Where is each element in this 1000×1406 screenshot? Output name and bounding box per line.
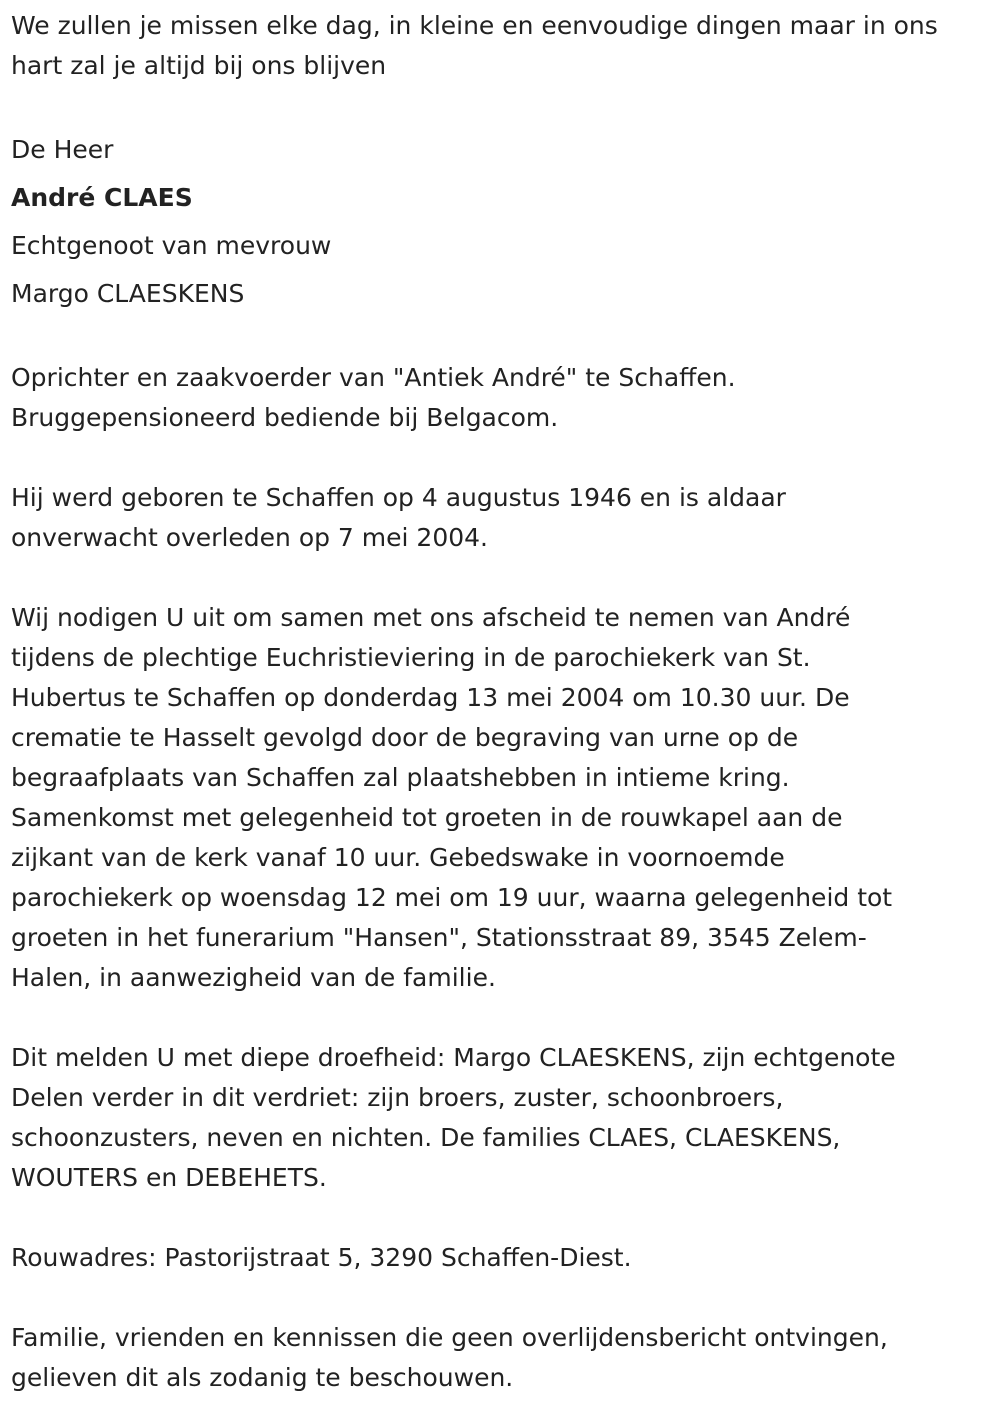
birth-death-paragraph	[11, 478, 989, 558]
announcers-line: Dit melden U met diepe droefheid: Margo CLAESKENS, zijn echtgenote	[11, 1043, 896, 1072]
ceremony-line: Halen, in aanwezigheid van de familie.	[11, 963, 496, 992]
closing-line: Familie, vrienden en kennissen die geen overlijdensbericht ontvingen,	[11, 1323, 888, 1352]
spouse-name: Margo CLAESKENS	[11, 279, 245, 308]
obituary-document	[11, 6, 989, 1398]
birth-death-line: Hij werd geboren te Schaffen op 4 augustus 1946 en is aldaar	[11, 483, 786, 512]
spacer	[11, 998, 989, 1038]
deceased-title: De Heer	[11, 135, 114, 164]
occupation-line: Oprichter en zaakvoerder van "Antiek André" te Schaffen.	[11, 363, 736, 392]
ceremony-line: crematie te Hasselt gevolgd door de begraving van urne op de	[11, 723, 799, 752]
announcers-paragraph	[11, 1038, 989, 1198]
spacer	[11, 86, 989, 126]
spacer	[11, 318, 989, 358]
occupation-paragraph	[11, 358, 989, 438]
ceremony-paragraph	[11, 598, 989, 998]
ceremony-line: groeten in het funerarium "Hansen", Stationsstraat 89, 3545 Zelem-	[11, 923, 867, 952]
motto-paragraph	[11, 6, 989, 86]
spacer	[11, 1278, 989, 1318]
motto-line: hart zal je altijd bij ons blijven	[11, 51, 387, 80]
motto-line: We zullen je missen elke dag, in kleine en eenvoudige dingen maar in ons	[11, 11, 938, 40]
announcers-line: Delen verder in dit verdriet: zijn broers, zuster, schoonbroers,	[11, 1083, 784, 1112]
ceremony-line: zijkant van de kerk vanaf 10 uur. Gebedswake in voornoemde	[11, 843, 785, 872]
ceremony-line: Hubertus te Schaffen op donderdag 13 mei 2004 om 10.30 uur. De	[11, 683, 850, 712]
deceased-name: André CLAES	[11, 183, 193, 212]
announcers-line: WOUTERS en DEBEHETS.	[11, 1163, 327, 1192]
ceremony-line: Wij nodigen U uit om samen met ons afscheid te nemen van André	[11, 603, 851, 632]
closing-paragraph	[11, 1318, 989, 1398]
ceremony-line: parochiekerk op woensdag 12 mei om 19 uur, waarna gelegenheid tot	[11, 883, 893, 912]
closing-line: gelieven dit als zodanig te beschouwen.	[11, 1363, 514, 1392]
ceremony-line: tijdens de plechtige Euchristieviering in de parochiekerk van St.	[11, 643, 811, 672]
ceremony-line: Samenkomst met gelegenheid tot groeten in de rouwkapel aan de	[11, 803, 843, 832]
address-line: Rouwadres: Pastorijstraat 5, 3290 Schaffen-Diest.	[11, 1243, 632, 1272]
spouse-label: Echtgenoot van mevrouw	[11, 231, 332, 260]
birth-death-line: onverwacht overleden op 7 mei 2004.	[11, 523, 488, 552]
announcers-line: schoonzusters, neven en nichten. De families CLAES, CLAESKENS,	[11, 1123, 841, 1152]
address-paragraph	[11, 1238, 989, 1278]
deceased-block	[11, 126, 989, 318]
occupation-line: Bruggepensioneerd bediende bij Belgacom.	[11, 403, 559, 432]
spacer	[11, 1198, 989, 1238]
ceremony-line: begraafplaats van Schaffen zal plaatshebben in intieme kring.	[11, 763, 790, 792]
spacer	[11, 558, 989, 598]
spacer	[11, 438, 989, 478]
